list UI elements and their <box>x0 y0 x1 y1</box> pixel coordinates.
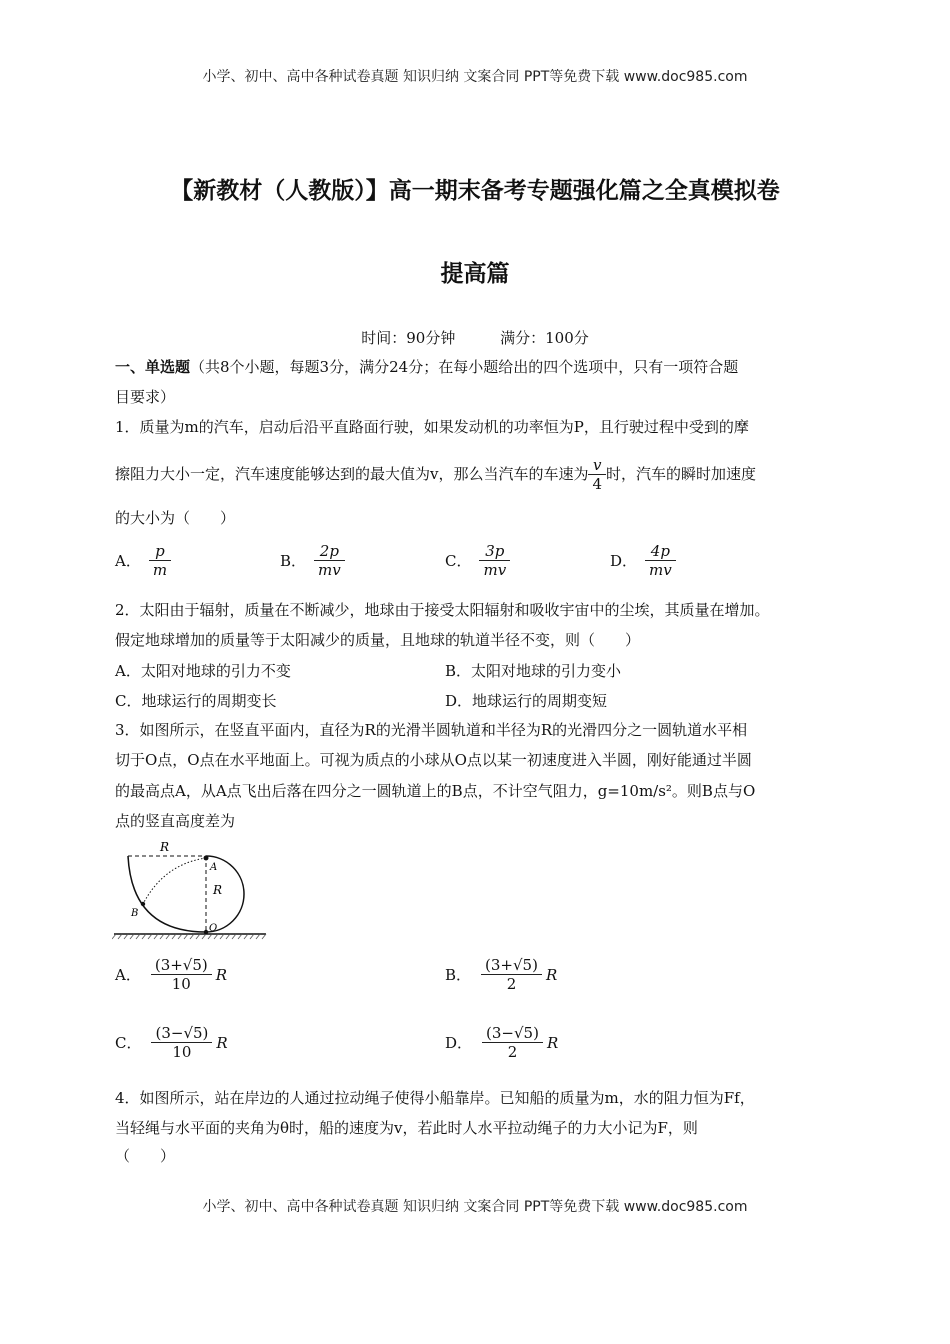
fraction-numerator: v <box>588 456 606 475</box>
page-subtitle: 提高篇 <box>440 261 510 287</box>
label-r-top: R <box>160 840 170 854</box>
q1-option-b <box>280 542 345 579</box>
fraction-denominator: m <box>152 561 168 579</box>
fraction-denominator: 10 <box>172 1043 192 1061</box>
q1-line2-text-a: 擦阻力大小一定，汽车速度能够达到的最大值为v，那么当汽车的车速为 <box>115 465 589 483</box>
q2-line2: 假定地球增加的质量等于太阳减少的质量，且地球的轨道半径不变，则（ ） <box>115 631 641 649</box>
section-heading <box>115 357 840 377</box>
fraction-numerator: (3−√5) <box>151 1024 212 1043</box>
option-fraction <box>481 956 542 993</box>
q4-line2: 当轻绳与水平面的夹角为θ时，船的速度为v，若此时人水平拉动绳子的力大小记为F，则 <box>115 1119 698 1137</box>
point-o <box>204 930 208 934</box>
fraction-numerator: (3+√5) <box>151 956 212 975</box>
point-a <box>204 856 209 861</box>
page-footer: 小学、初中、高中各种试卷真题 知识归纳 文案合同 PPT等免费下载 www.doc985.com <box>202 1199 748 1215</box>
section-desc-2: 目要求） <box>115 388 176 406</box>
q3-line1: 3．如图所示，在竖直平面内，直径为R的光滑半圆轨道和半径为R的光滑四分之一圆轨道水平相 <box>115 721 748 739</box>
point-b <box>141 902 145 906</box>
q3-option-d <box>445 1024 558 1061</box>
option-label: B． <box>445 966 472 984</box>
option-r: R <box>216 1033 228 1052</box>
q1-line2-text-b: 时，汽车的瞬时加速度 <box>606 465 757 483</box>
option-r: R <box>545 965 558 984</box>
fraction-denominator: mv <box>318 561 341 579</box>
q3-track-figure <box>112 838 272 942</box>
q1-line1: 1．质量为m的汽车，启动后沿平直路面行驶，如果发动机的功率恒为P，且行驶过程中受到的摩 <box>115 418 749 436</box>
option-label: B． <box>280 552 307 570</box>
exam-meta <box>0 327 950 348</box>
label-o: O <box>209 923 218 934</box>
quarter-circle-track <box>128 856 206 932</box>
option-label: A． <box>115 966 141 984</box>
fraction-numerator: (3+√5) <box>481 956 542 975</box>
section-title: 一、单选题 <box>115 358 191 376</box>
option-fraction <box>482 1024 543 1061</box>
fraction-numerator: p <box>149 542 171 561</box>
page-header: 小学、初中、高中各种试卷真题 知识归纳 文案合同 PPT等免费下载 www.doc985.com <box>202 69 748 85</box>
option-r: R <box>215 965 228 984</box>
fraction-numerator: (3−√5) <box>482 1024 543 1043</box>
q3-line4: 点的竖直高度差为 <box>115 812 236 830</box>
q1-speed-fraction <box>588 456 606 493</box>
option-r: R <box>546 1033 559 1052</box>
fraction-numerator: 2p <box>314 542 345 561</box>
fraction-denominator: 2 <box>507 1043 518 1061</box>
label-b: B <box>131 908 139 919</box>
q2-option-b: B．太阳对地球的引力变小 <box>445 662 622 680</box>
projectile-trajectory <box>143 858 206 904</box>
fraction-denominator: mv <box>649 561 672 579</box>
option-label: D． <box>610 552 638 570</box>
option-fraction <box>479 542 510 579</box>
option-fraction <box>645 542 676 579</box>
option-label: A． <box>115 552 141 570</box>
option-fraction <box>151 956 212 993</box>
q2-option-a: A．太阳对地球的引力不变 <box>115 662 291 680</box>
q2-line1: 2．太阳由于辐射，质量在不断减少，地球由于接受太阳辐射和吸收宇宙中的尘埃，其质量在增加。 <box>115 601 770 619</box>
q3-line2: 切于O点，O点在水平地面上。可视为质点的小球从O点以某一初速度进入半圆，刚好能通过半圆 <box>115 751 752 769</box>
q3-option-b <box>445 956 557 993</box>
fraction-denominator: mv <box>483 561 507 579</box>
q4-line3: （ ） <box>115 1147 176 1165</box>
q1-line2 <box>115 454 840 494</box>
label-r-mid: R <box>213 883 223 897</box>
fraction-denominator: 2 <box>506 975 517 993</box>
q3-option-a <box>115 956 227 993</box>
option-label: C． <box>115 1034 142 1052</box>
q3-option-c <box>115 1024 228 1061</box>
option-fraction <box>314 542 345 579</box>
section-desc: （共8个小题，每题3分，满分24分；在每小题给出的四个选项中，只有一项符合题 <box>190 358 739 376</box>
fraction-numerator: 4p <box>645 542 676 561</box>
fraction-numerator: 3p <box>479 542 510 561</box>
exam-time: 时间：90分钟 <box>361 329 456 347</box>
q1-line3: 的大小为（ ） <box>115 509 236 527</box>
option-label: D． <box>445 1034 473 1052</box>
option-fraction <box>149 542 171 579</box>
q1-option-a <box>115 542 171 579</box>
label-a: A <box>210 862 218 873</box>
page-title: 【新教材（人教版）】高一期末备考专题强化篇之全真模拟卷 <box>170 178 780 204</box>
q4-line1: 4．如图所示，站在岸边的人通过拉动绳子使得小船靠岸。已知船的质量为m，水的阻力恒为Ff， <box>115 1089 755 1107</box>
q2-option-c: C．地球运行的周期变长 <box>115 692 277 710</box>
exam-score: 满分：100分 <box>500 329 589 347</box>
q2-option-d: D．地球运行的周期变短 <box>445 692 608 710</box>
option-label: C． <box>445 552 472 570</box>
fraction-denominator: 10 <box>171 975 191 993</box>
q3-line3: 的最高点A，从A点飞出后落在四分之一圆轨道上的B点，不计空气阻力，g=10m/s²。则B点与O <box>115 782 756 800</box>
fraction-denominator: 4 <box>592 474 603 493</box>
option-fraction <box>151 1024 212 1061</box>
q1-option-c <box>445 542 510 579</box>
q1-option-d <box>610 542 676 579</box>
